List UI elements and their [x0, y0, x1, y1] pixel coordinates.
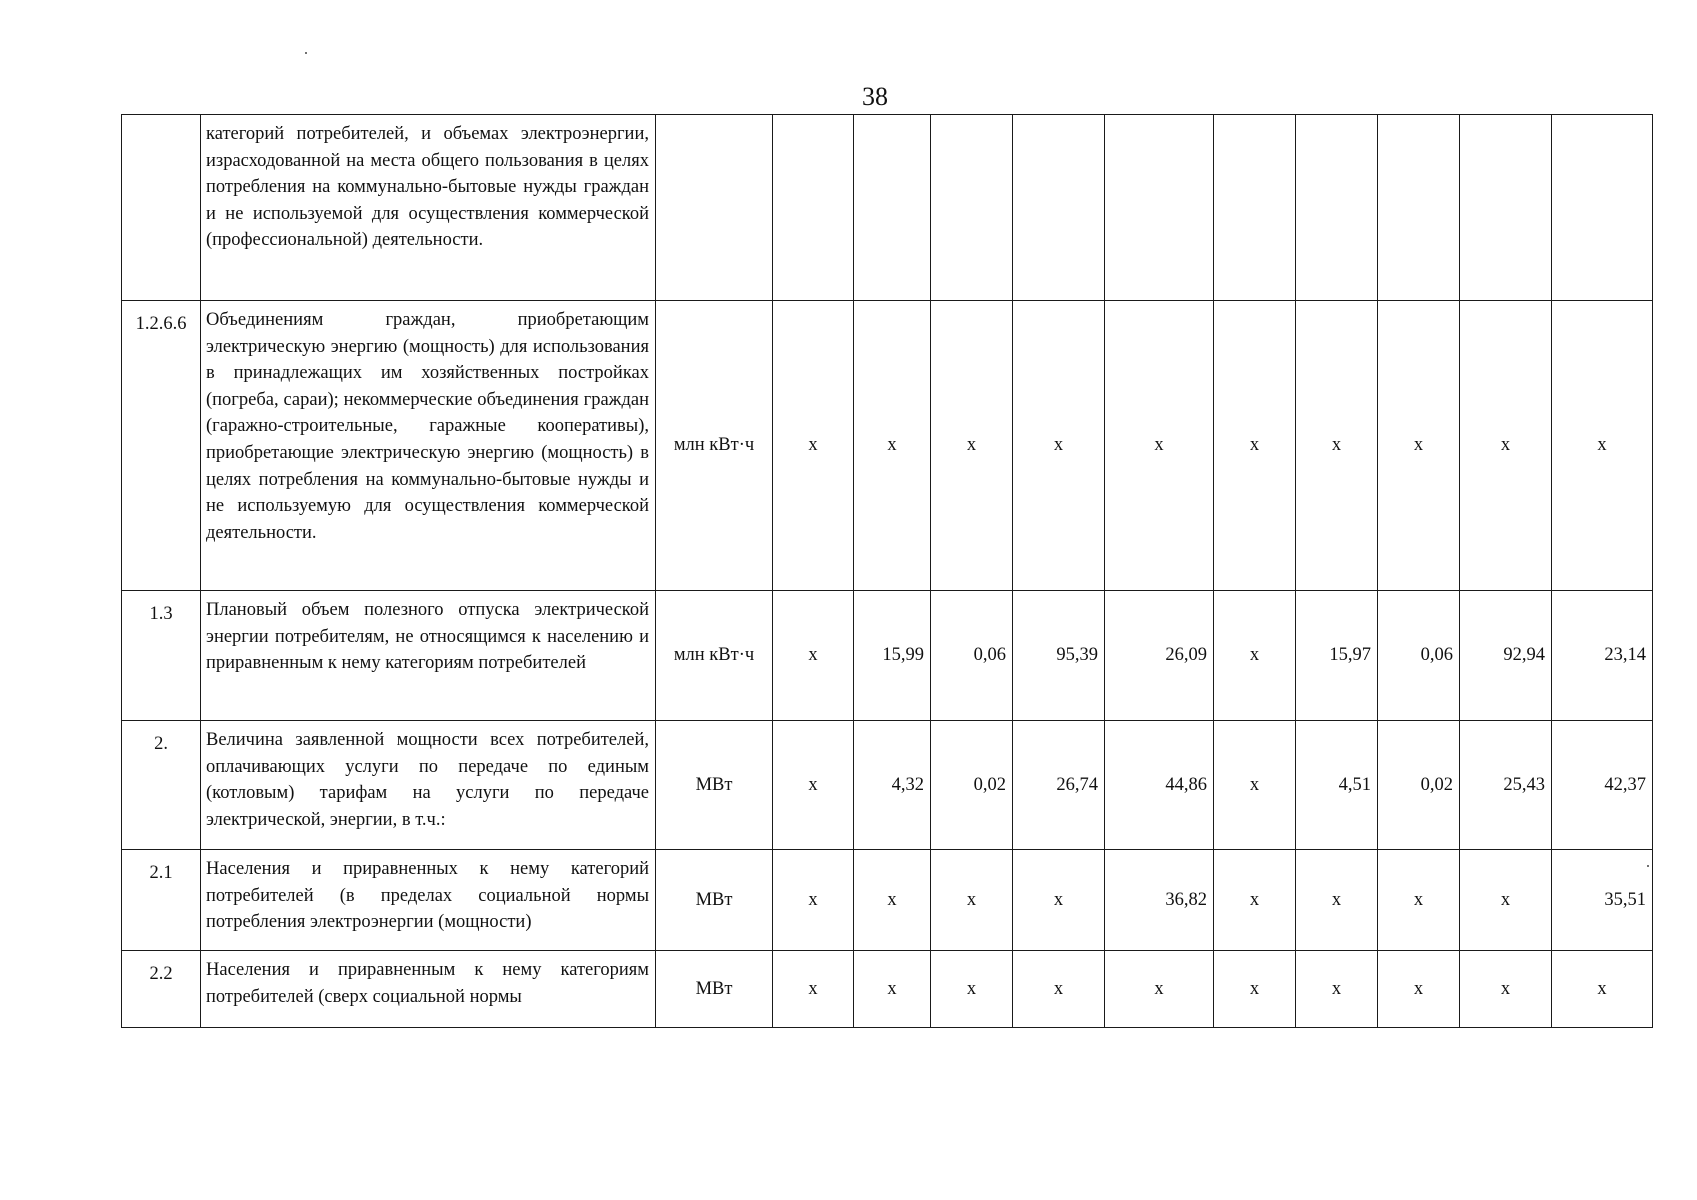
row-number: 1.2.6.6: [122, 301, 201, 591]
value-cell: 0,06: [931, 591, 1013, 721]
value-cell: [931, 115, 1013, 301]
value-cell: [854, 115, 931, 301]
value-cell: х: [1105, 301, 1214, 591]
value-cell: х: [931, 301, 1013, 591]
row-unit: [656, 115, 773, 301]
page-number: 38: [862, 82, 888, 111]
row-unit: МВт: [656, 850, 773, 951]
row-description-text: Населения и приравненным к нему категориям потребителей (сверх социальной нормы: [206, 960, 649, 1007]
value-cell: х: [1214, 721, 1296, 850]
row-number: 2.2: [122, 951, 201, 1028]
row-description-text: категорий потребителей, и объемах электроэнергии, израсходованной на места общего пользования в целях потребления на коммунально-бытовые нужды граждан и не используемой для осуществления коммерческой (профессиональной) деятельности.: [206, 124, 649, 251]
value-cell: 15,97: [1296, 591, 1378, 721]
value-cell: 0,06: [1378, 591, 1460, 721]
value-cell: [1105, 115, 1214, 301]
table-body: [122, 115, 1653, 1028]
value-cell: 15,99: [854, 591, 931, 721]
scan-speck: [1647, 865, 1649, 867]
row-description: [201, 850, 656, 951]
row-description-text: Объединениям граждан, приобретающим электрическую энергию (мощность) для использования в принадлежащих им хозяйственных постройках (погреба, сараи); некоммерческие объединения граждан (гаражно-строительные, гаражные кооперативы), приобретающие электрическую энергию (мощность) в целях потребления на коммунально-бытовые нужды и не используемую для осуществления коммерческой деятельности.: [206, 310, 649, 543]
value-cell: х: [1013, 951, 1105, 1028]
value-cell: [1378, 115, 1460, 301]
value-cell: х: [1460, 951, 1552, 1028]
value-cell: [1460, 115, 1552, 301]
value-cell: [1296, 115, 1378, 301]
value-cell: х: [1296, 850, 1378, 951]
value-cell: х: [1460, 850, 1552, 951]
table-row: [122, 591, 1653, 721]
value-cell: х: [773, 951, 854, 1028]
value-cell: х: [773, 301, 854, 591]
value-cell: х: [1296, 301, 1378, 591]
value-cell: х: [854, 850, 931, 951]
row-unit: МВт: [656, 721, 773, 850]
value-cell: 36,82: [1105, 850, 1214, 951]
value-cell: [1013, 115, 1105, 301]
value-cell: 35,51: [1552, 850, 1653, 951]
row-number: 2.1: [122, 850, 201, 951]
value-cell: х: [1214, 301, 1296, 591]
value-cell: х: [1013, 850, 1105, 951]
value-cell: х: [1013, 301, 1105, 591]
value-cell: 25,43: [1460, 721, 1552, 850]
value-cell: х: [854, 951, 931, 1028]
value-cell: 4,51: [1296, 721, 1378, 850]
value-cell: 44,86: [1105, 721, 1214, 850]
table-row: [122, 301, 1653, 591]
value-cell: х: [1378, 951, 1460, 1028]
value-cell: х: [773, 721, 854, 850]
row-description-text: Плановый объем полезного отпуска электрической энергии потребителям, не относящимся к населению и приравненным к нему категориям потребителей: [206, 600, 649, 674]
scan-speck: [305, 52, 307, 54]
row-description: [201, 591, 656, 721]
value-cell: х: [1552, 301, 1653, 591]
value-cell: [773, 115, 854, 301]
row-number: [122, 115, 201, 301]
row-description-text: Населения и приравненных к нему категорий потребителей (в пределах социальной нормы потребления электроэнергии (мощности): [206, 859, 649, 933]
row-unit: МВт: [656, 951, 773, 1028]
value-cell: 26,74: [1013, 721, 1105, 850]
row-description: [201, 301, 656, 591]
value-cell: х: [1105, 951, 1214, 1028]
value-cell: х: [1378, 301, 1460, 591]
table-row: [122, 115, 1653, 301]
value-cell: х: [1378, 850, 1460, 951]
value-cell: х: [773, 850, 854, 951]
value-cell: 26,09: [1105, 591, 1214, 721]
value-cell: х: [1214, 591, 1296, 721]
value-cell: [1214, 115, 1296, 301]
row-description: [201, 951, 656, 1028]
value-cell: х: [1552, 951, 1653, 1028]
value-cell: 0,02: [1378, 721, 1460, 850]
row-unit: млн кВт·ч: [656, 591, 773, 721]
value-cell: [1552, 115, 1653, 301]
value-cell: х: [1214, 951, 1296, 1028]
row-description: [201, 115, 656, 301]
row-number: 2.: [122, 721, 201, 850]
table-row: [122, 951, 1653, 1028]
value-cell: х: [931, 850, 1013, 951]
value-cell: х: [1296, 951, 1378, 1028]
value-cell: х: [931, 951, 1013, 1028]
row-unit: млн кВт·ч: [656, 301, 773, 591]
value-cell: 23,14: [1552, 591, 1653, 721]
row-number: 1.3: [122, 591, 201, 721]
value-cell: х: [1460, 301, 1552, 591]
table-row: [122, 850, 1653, 951]
value-cell: х: [854, 301, 931, 591]
value-cell: 0,02: [931, 721, 1013, 850]
value-cell: 42,37: [1552, 721, 1653, 850]
value-cell: 92,94: [1460, 591, 1552, 721]
row-description: [201, 721, 656, 850]
value-cell: х: [1214, 850, 1296, 951]
table-row: [122, 721, 1653, 850]
data-table: [121, 114, 1653, 1028]
value-cell: 95,39: [1013, 591, 1105, 721]
value-cell: 4,32: [854, 721, 931, 850]
row-description-text: Величина заявленной мощности всех потребителей, оплачивающих услуги по передаче по единым (котловым) тарифам на услуги по передаче электрической, энергии, в т.ч.:: [206, 730, 649, 830]
value-cell: х: [773, 591, 854, 721]
